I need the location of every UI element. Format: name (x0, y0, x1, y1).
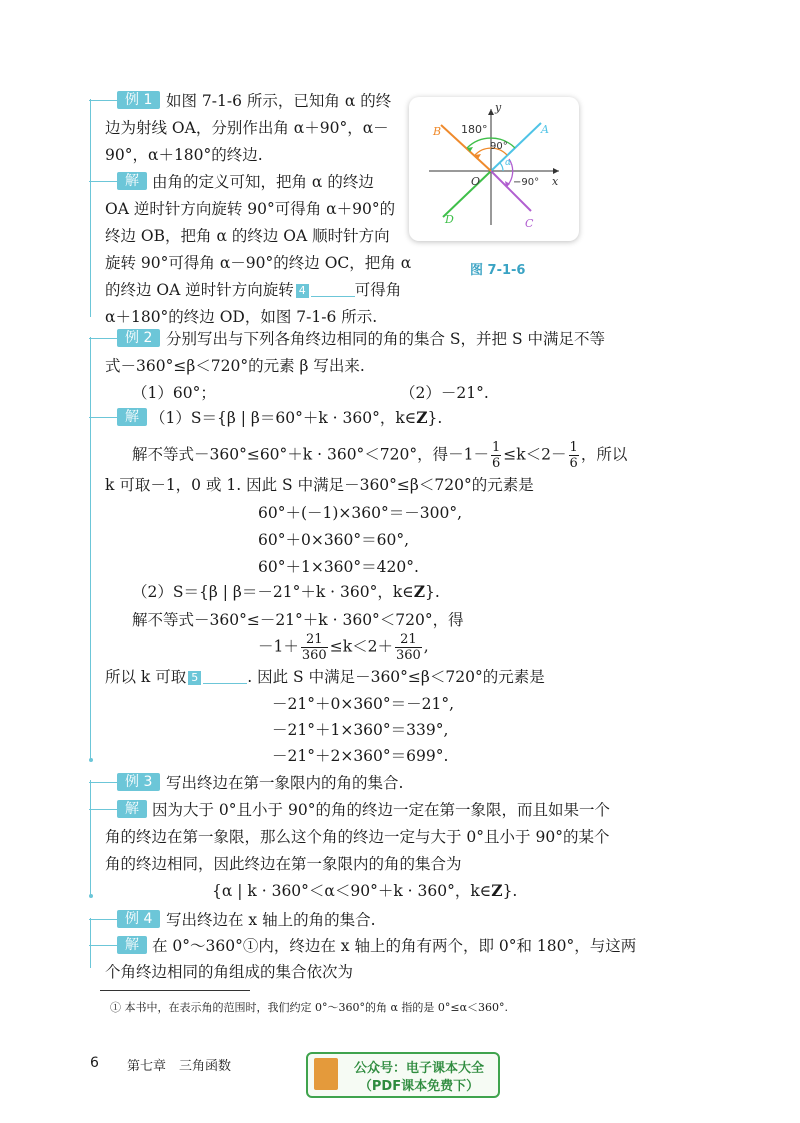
ex3-solution-line2: 角的终边在第一象限，那么这个角的终边一定与大于 0°且小于 90°的某个 (105, 828, 610, 846)
origin-label: O (471, 175, 481, 188)
integers-symbol-3: Z (491, 881, 503, 900)
ex2-solution-line4-end: }. (425, 583, 440, 601)
ex3-tag: 例 3 (117, 773, 160, 791)
angle-minus90-label: −90° (513, 177, 540, 188)
integers-symbol: Z (416, 408, 428, 427)
ex2-eq4: －21°＋0×360°＝－21°, (272, 695, 455, 713)
chapter-title: 第七章 三角函数 (127, 1059, 232, 1074)
ex3-question: 写出终边在第一象限内的角的集合. (166, 774, 404, 792)
ex2-question-line1: 分别写出与下列各角终边相同的角的集合 S，并把 S 中满足不等 (166, 330, 606, 348)
footnote-divider (100, 990, 250, 991)
point-D-label: D (445, 213, 454, 226)
ex2-solution-line2-text: 解不等式－360°≤60°＋k · 360°＜720°，得－1－ (132, 445, 490, 464)
ex1-tag: 例 1 (117, 91, 160, 109)
fraction-21-360-a: $\frac{21}{360}$ (301, 632, 327, 663)
stamp-line2: （PDF课本免费下） (358, 1079, 480, 1094)
ex1-solution-line6: α＋180°的终边 OD，如图 7-1-6 所示. (105, 308, 378, 326)
footnote: ① 本书中，在表示角的范围时，我们约定 0°～360°的角 α 指的是 0°≤α＜360°. (110, 1001, 509, 1014)
ex2-eq6: －21°＋2×360°＝699°. (272, 747, 449, 765)
ex1-question-line1: 如图 7-1-6 所示，已知角 α 的终 (166, 92, 392, 110)
ex2-solution-line2 (132, 440, 627, 471)
ex4-rail (90, 918, 91, 968)
ex4-solution-line1: 在 0°～360°①内，终边在 x 轴上的角有两个，即 0°和 180°，与这两 (152, 937, 637, 955)
angle-diagram (409, 97, 579, 241)
ex4-solution-line2: 个角终边相同的角组成的集合依次为 (105, 963, 354, 981)
ex3-set-end: }. (502, 882, 518, 900)
ex3-rail (90, 780, 91, 896)
ex2-solution-line1-text: （1）S＝{β | β＝60°＋k · 360°，k∈ (150, 409, 417, 427)
ex1-question-line2: 边为射线 OA，分别作出角 α＋90°，α－ (105, 119, 389, 137)
ex4-solution-tag: 解 (117, 936, 147, 954)
angle-180-label: 180° (461, 123, 488, 136)
ex3-solution-line3: 角的终边相同，因此终边在第一象限内的角的集合为 (105, 855, 462, 873)
blank-number-5: 5 (188, 671, 201, 685)
ex1-question-line3: 90°，α＋180°的终边. (105, 146, 263, 164)
answer-blank-5[interactable] (203, 669, 247, 684)
fraction-1-6-a: $\frac{1}{6}$ (492, 440, 501, 471)
ex2-part2: （2）－21°. (400, 384, 489, 402)
ex1-solution-line2: OA 逆时针方向旋转 90°可得角 α＋90°的 (105, 200, 396, 218)
angle-alpha-label: α (505, 158, 512, 168)
ex2-solution-line6-mid: ≤k＜2＋ (329, 637, 393, 656)
ex1-solution-line3: 终边 OB，把角 α 的终边 OA 顺时针方向 (105, 227, 390, 245)
ex2-rail (90, 337, 91, 760)
y-axis-label: y (495, 101, 502, 114)
ex1-solution-line5 (105, 280, 401, 300)
ex2-eq2: 60°＋0×360°＝60°, (258, 531, 410, 549)
point-A-label: A (541, 123, 549, 136)
book-icon (314, 1058, 338, 1090)
page-number: 6 (90, 1055, 99, 1071)
ex2-eq5: －21°＋1×360°＝339°, (272, 721, 449, 739)
fraction-1-6-b: $\frac{1}{6}$ (569, 440, 578, 471)
ex2-solution-line6 (258, 632, 429, 663)
ex2-solution-line7 (105, 667, 545, 687)
ex2-part1: （1）60°； (132, 384, 216, 402)
watermark-stamp (306, 1052, 500, 1098)
stamp-line1: 公众号：电子课本大全 (353, 1061, 484, 1076)
answer-blank-4[interactable] (311, 282, 355, 297)
point-C-label: C (525, 217, 534, 230)
ex4-tag: 例 4 (117, 910, 160, 928)
ex3-rail-end (89, 894, 93, 898)
ex4-question: 写出终边在 x 轴上的角的集合. (166, 911, 376, 929)
x-axis-label: x (552, 175, 559, 188)
ex2-solution-line6-end: , (423, 637, 429, 656)
fraction-21-360-b: $\frac{21}{360}$ (395, 632, 421, 663)
ex1-solution-line5-end: 可得角 (354, 281, 402, 299)
ex2-solution-line4-text: （2）S＝{β | β＝－21°＋k · 360°，k∈ (132, 583, 414, 601)
ex1-solution-line4: 旋转 90°可得角 α－90°的终边 OC，把角 α (105, 254, 412, 272)
ex2-solution-line1-end: }. (427, 409, 443, 427)
figure-7-1-6 (409, 97, 579, 241)
ex2-solution-line2-end: ，所以 (580, 445, 628, 464)
blank-number-4: 4 (296, 284, 309, 298)
ex2-solution-line3: k 可取－1，0 或 1. 因此 S 中满足－360°≤β＜720°的元素是 (105, 476, 534, 494)
ex2-solution-tag: 解 (117, 408, 147, 426)
ex1-solution-line5-text: 的终边 OA 逆时针方向旋转 (105, 281, 294, 299)
ex2-eq3: 60°＋1×360°＝420°. (258, 558, 419, 576)
point-B-label: B (433, 125, 442, 138)
ex2-eq1: 60°＋(－1)×360°＝－300°, (258, 504, 463, 522)
ex2-solution-line7-text: 所以 k 可取 (105, 668, 187, 686)
ex2-solution-line4 (132, 582, 440, 602)
ex1-solution-line1: 由角的定义可知，把角 α 的终边 (152, 173, 374, 191)
ex3-solution-tag: 解 (117, 800, 147, 818)
ex3-set-expression (212, 881, 517, 901)
ex2-question-line2: 式－360°≤β＜720°的元素 β 写出来. (105, 357, 365, 375)
ex2-tag: 例 2 (117, 329, 160, 347)
ex2-solution-line1 (150, 408, 442, 428)
ex1-rail (90, 99, 91, 317)
ex3-solution-line1: 因为大于 0°且小于 90°的角的终边一定在第一象限，而且如果一个 (152, 801, 610, 819)
ex3-set-text: {α | k · 360°＜α＜90°＋k · 360°，k∈ (212, 882, 492, 900)
figure-caption: 图 7-1-6 (470, 263, 526, 278)
ex2-solution-line7-end: . 因此 S 中满足－360°≤β＜720°的元素是 (247, 668, 545, 686)
integers-symbol-2: Z (413, 582, 426, 601)
ex2-solution-line5: 解不等式－360°≤－21°＋k · 360°＜720°，得 (132, 611, 464, 629)
ex2-solution-line6-text: －1＋ (258, 637, 299, 656)
angle-90-label: 90° (490, 141, 508, 152)
ex2-rail-end (89, 758, 93, 762)
ex1-solution-tag: 解 (117, 172, 147, 190)
ex2-solution-line2-mid: ≤k＜2－ (503, 445, 567, 464)
